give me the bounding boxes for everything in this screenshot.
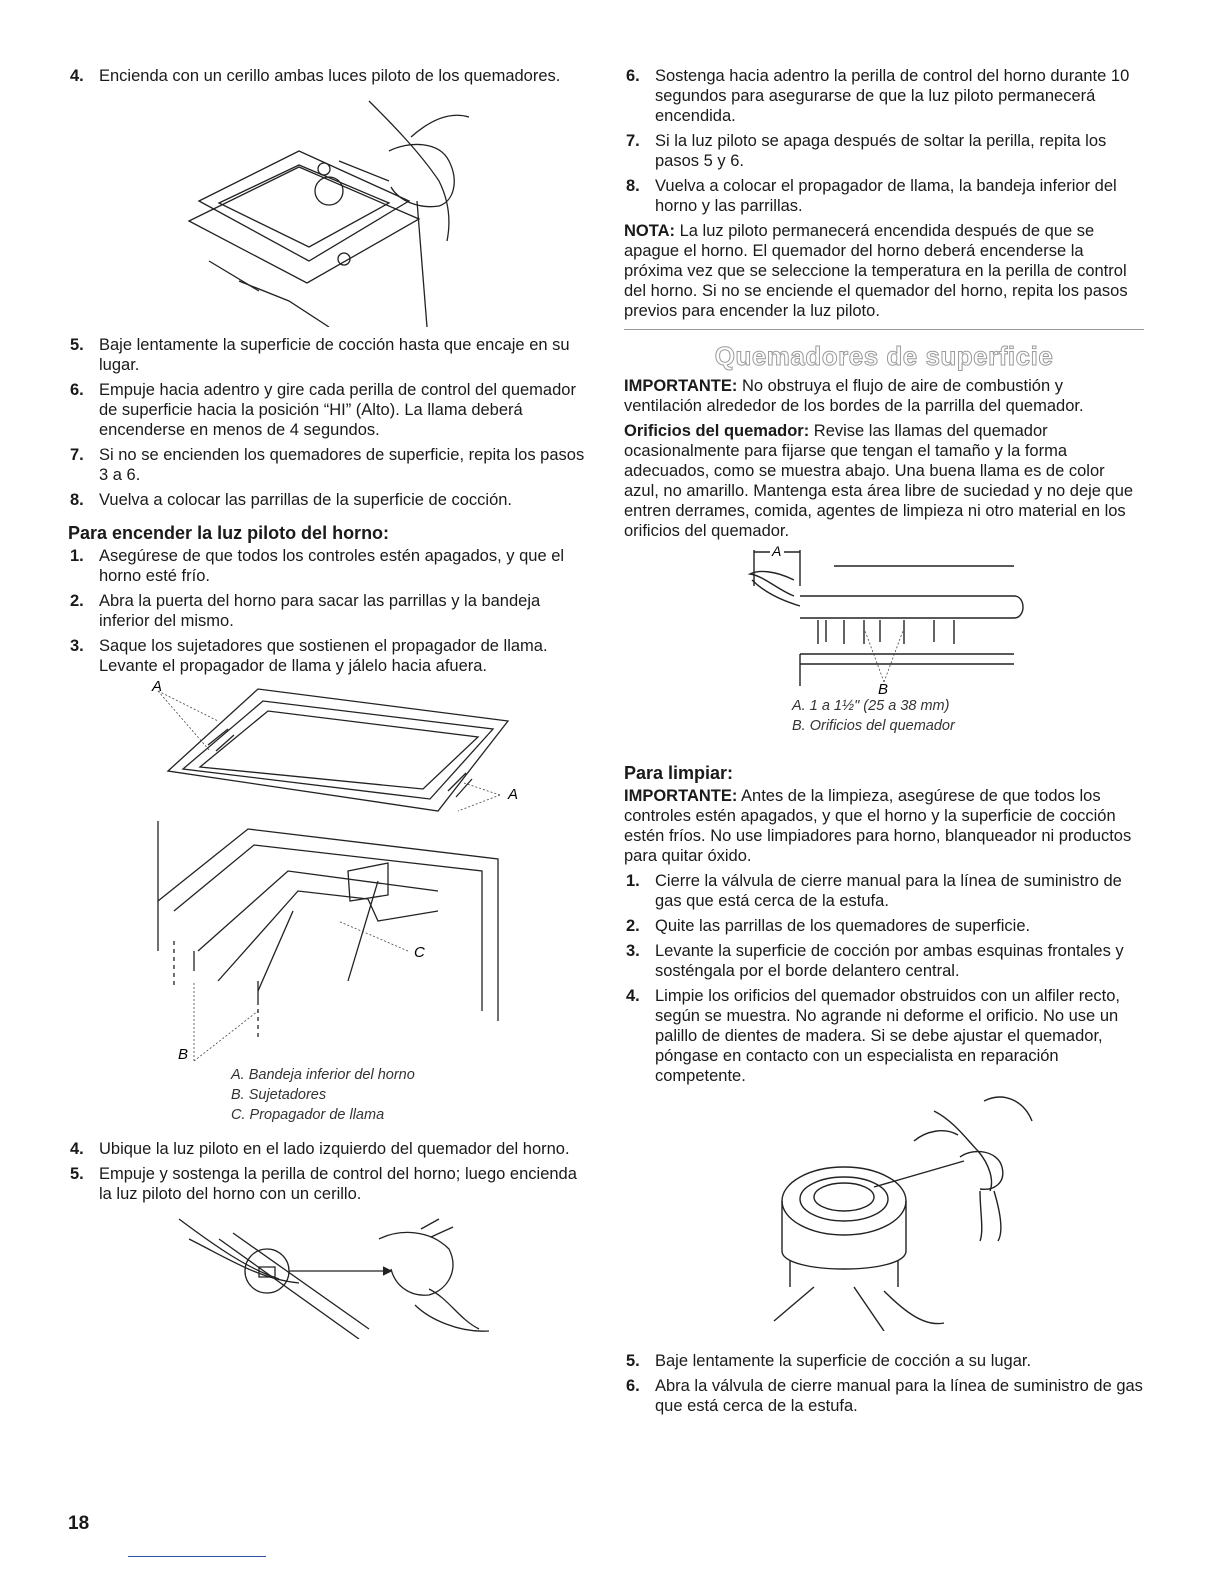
left-column [68, 66, 590, 1339]
figure-caption: A. Bandeja inferior del horno B. Sujetadores C. Propagador de llama [231, 1067, 415, 1123]
steps-cleaning [624, 871, 1144, 1086]
step-item: 5. Baje lentamente la superficie de cocción a su lugar. [626, 1352, 1032, 1370]
step-item: 4. Limpie los orificios del quemador obstruidos con un alfiler recto, según se muestra. No agrande ni deforme el orificio. No use un palillo de dientes de madera. Si se debe ajustar el quemador, póngase en contacto con un especialista en reparación competente. [626, 987, 1120, 1085]
steps-oven-pilot-final [624, 66, 1144, 216]
right-column [624, 66, 1144, 1421]
important-cleaning-paragraph: IMPORTANTE: Antes de la limpieza, asegúrese de que todos los controles estén apagados, y que el horno y la superficie de cocción estén fríos. No use limpiadores para horno, blanqueador ni productos para quitar óxido. [624, 787, 1132, 865]
steps-light-surface-pilots [68, 66, 590, 86]
step-item: 3. Saque los sujetadores que sostienen el propagador de llama. Levante el propagador de llama y jálelo hacia afuera. [70, 637, 548, 675]
step-item: 1. Asegúrese de que todos los controles estén apagados, y que el horno esté frío. [70, 547, 565, 585]
label-b: B [878, 681, 889, 694]
orifices-paragraph: Orificios del quemador: Revise las llamas del quemador ocasionalmente para fijarse que tengan el tamaño y la forma adecuados, como se muestra abajo. Una buena llama es de color azul, no amarillo. Mantenga esta área libre de suciedad y no deje que entren derrames, comida, agentes de limpieza ni otro material en los orificios del quemador. [624, 422, 1134, 540]
footer-divider [128, 1556, 266, 1557]
step-item: 5. Empuje y sostenga la perilla de control del horno; luego encienda la luz piloto del horno con un cerillo. [70, 1165, 577, 1203]
section-divider [624, 329, 1144, 330]
oven-pilot-heading: Para encender la luz piloto del horno: [68, 523, 390, 543]
figure-caption: A. 1 a 1½" (25 a 38 mm) B. Orificios del quemador [792, 698, 955, 734]
step-item: 1. Cierre la válvula de cierre manual para la línea de suministro de gas que está cerca de la estufa. [626, 872, 1122, 910]
steps-cleaning-final [624, 1351, 1144, 1416]
step-item: 4. Ubique la luz piloto en el lado izquierdo del quemador del horno. [70, 1140, 570, 1158]
step-item: 6. Sostenga hacia adentro la perilla de control del horno durante 10 segundos para asegurarse de que la luz piloto permanecerá encendida. [626, 67, 1130, 125]
step-item: 2. Abra la puerta del horno para sacar las parrillas y la bandeja inferior del mismo. [70, 592, 541, 630]
note-paragraph: NOTA: La luz piloto permanecerá encendida después de que se apague el horno. El quemador del horno deberá encenderse la próxima vez que se seleccione la temperatura en la perilla de control del horno. Si no se enciende el quemador del horno, repita los pasos previos para encender la luz piloto. [624, 222, 1128, 320]
step-item: 6. Empuje hacia adentro y gire cada perilla de control del quemador de superficie hacia la posición “HI” (Alto). La llama deberá encenderse en menos de 4 segundos. [70, 381, 576, 439]
clean-heading: Para limpiar: [624, 763, 734, 783]
label-c: C [414, 944, 425, 961]
burner-flame-diagram [734, 546, 1034, 694]
important-paragraph: IMPORTANTE: No obstruya el flujo de aire de combustión y ventilación alrededor de los bordes de la parrilla del quemador. [624, 377, 1084, 415]
steps-oven-pilot [68, 546, 590, 676]
label-a: A [152, 681, 163, 695]
page-number: 18 [68, 1513, 90, 1534]
steps-oven-pilot-continued [68, 1139, 590, 1204]
cleaning-burner-pin-illustration [754, 1091, 1034, 1331]
label-a-second: A [508, 786, 519, 803]
label-b: B [178, 1046, 189, 1061]
step-item: 8. Vuelva a colocar las parrillas de la superficie de cocción. [70, 491, 513, 509]
step-item: 7. Si no se encienden los quemadores de superficie, repita los pasos 3 a 6. [70, 446, 585, 484]
match-lighting-pilots-illustration [179, 91, 479, 327]
step-item: 6. Abra la válvula de cierre manual para la línea de suministro de gas que está cerca de la estufa. [626, 1377, 1143, 1415]
oven-bottom-flame-spreader-illustration [138, 681, 538, 1061]
section-title: Quemadores de superficie [714, 341, 1054, 371]
step-item: 3. Levante la superficie de cocción por ambas esquinas frontales y sosténgala por el borde delantero central. [626, 942, 1124, 980]
step-item: 5. Baje lentamente la superficie de cocción hasta que encaje en su lugar. [70, 336, 570, 374]
step-item: 7. Si la luz piloto se apaga después de soltar la perilla, repita los pasos 5 y 6. [626, 132, 1107, 170]
oven-pilot-match-illustration [159, 1209, 499, 1339]
step-item: 4. Encienda con un cerillo ambas luces piloto de los quemadores. [70, 67, 561, 85]
step-item: 2. Quite las parrillas de los quemadores de superficie. [626, 917, 1031, 935]
label-a: A [772, 546, 782, 559]
step-item: 8. Vuelva a colocar el propagador de llama, la bandeja inferior del horno y las parrillas. [626, 177, 1117, 215]
steps-surface-burners [68, 335, 590, 510]
